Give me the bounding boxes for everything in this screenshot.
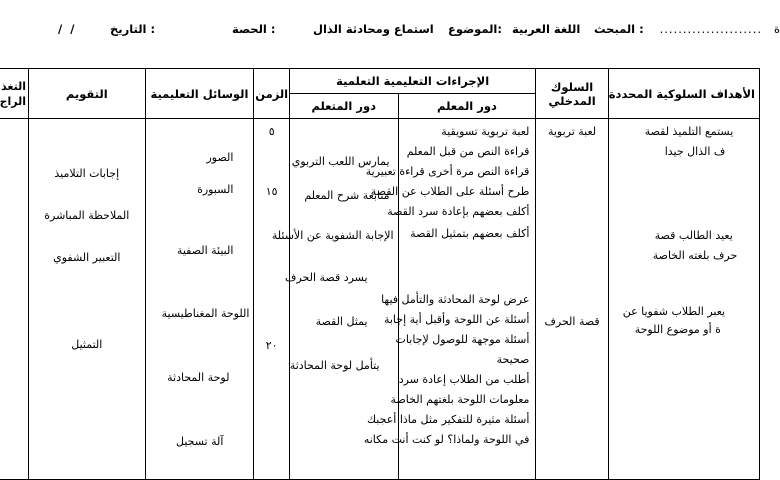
teacher-role-cell xyxy=(363,119,536,480)
period-label: الحصة : xyxy=(232,22,276,36)
feedback-cell xyxy=(0,119,29,480)
objectives-cell xyxy=(608,119,759,480)
col-aids: الوسائل التعليمية xyxy=(145,69,254,119)
evaluation-item: التمثيل xyxy=(71,338,103,351)
objective-item: يعيد الطالب قصة xyxy=(654,229,733,242)
objective-item: ة أو موضوع اللوحة xyxy=(634,323,721,336)
student-item: يمثل القصة xyxy=(315,315,368,328)
teacher-item: أطلب من الطلاب إعادة سرد xyxy=(398,373,530,386)
student-item: يتأمل لوحة المحادثة xyxy=(289,359,380,372)
entry-item: قصة الحرف xyxy=(544,315,600,328)
date-label: التاريخ : xyxy=(110,22,156,36)
teacher-item: معلومات اللوحة بلغتهم الخاصة xyxy=(390,393,530,406)
evaluation-cell xyxy=(29,119,145,480)
time-value: ٢٠ xyxy=(265,339,278,352)
header-dots: ...................... xyxy=(659,22,762,36)
teacher-item: أسئلة عن اللوحة وأقبل أية إجابة xyxy=(383,313,530,326)
objective-item: ف الذال جيدا xyxy=(664,145,726,158)
teacher-item: أسئلة موجهة للوصول لإجابات xyxy=(395,333,530,346)
aid-item: آلة تسجيل xyxy=(175,435,224,448)
evaluation-item: إجابات التلاميذ xyxy=(54,167,120,180)
student-item: متابعة شرح المعلم xyxy=(304,189,390,202)
col-teacher-role: دور المعلم xyxy=(398,94,536,119)
aid-item: الصور xyxy=(206,151,234,164)
col-entry-behavior: السلوك المدخلي xyxy=(536,69,608,119)
col-student-role: دور المتعلم xyxy=(289,94,398,119)
teacher-item: أكلف بعضهم بإعادة سرد القصة xyxy=(387,205,530,218)
subject-label: المبحث : xyxy=(594,22,644,36)
student-item: يسرد قصة الحرف xyxy=(285,271,368,284)
aids-cell xyxy=(145,119,254,480)
teacher-item: أسئلة مثيرة للتفكير مثل ماذا أعجبك xyxy=(367,413,530,426)
objective-item: يستمع التلميذ لقصة xyxy=(644,125,734,138)
aid-item: السبورة xyxy=(197,183,234,196)
student-item: الإجابة الشفوية عن الأسئلة xyxy=(271,229,394,242)
teacher-item: في اللوحة ولماذا؟ لو كنت أنت مكانه xyxy=(363,433,530,446)
topic-value: استماع ومحادثة الذال xyxy=(313,22,434,36)
col-procedures: الإجراءات التعليمية التعلمية xyxy=(289,69,536,94)
topic-label: الموضوع: xyxy=(448,22,502,36)
time-value: ١٥ xyxy=(265,185,278,198)
teacher-item: أكلف بعضهم بتمثيل القصة xyxy=(410,227,530,240)
teacher-item: قراءة النص من قبل المعلم xyxy=(406,145,530,158)
time-cell xyxy=(254,119,289,480)
teacher-item: صحيحة xyxy=(496,353,530,366)
header-edge: ة xyxy=(773,22,780,36)
teacher-item: عرض لوحة المحادثة والتأمل فيها xyxy=(381,293,530,306)
lesson-plan-table xyxy=(0,68,760,480)
col-feedback: التغذ الراج xyxy=(0,69,29,119)
subject-value: اللغة العربية xyxy=(512,22,581,36)
student-item: يمارس اللعب التربوي xyxy=(291,155,390,168)
teacher-item: لعبة تربوية تسويقية xyxy=(441,125,530,138)
time-value: ٥ xyxy=(268,125,275,138)
objective-item: حرف بلغته الخاصة xyxy=(652,249,738,262)
aid-item: البيئة الصفية xyxy=(176,244,234,257)
evaluation-item: الملاحظة المباشرة xyxy=(44,209,130,222)
col-evaluation: التقويم xyxy=(29,69,145,119)
teacher-item: قراءة النص مرة أخرى قراءة تعبيرية xyxy=(365,165,530,178)
date-value: / / xyxy=(58,22,77,36)
col-time: الزمن xyxy=(254,69,289,119)
objective-item: يعبر الطلاب شفويا عن xyxy=(622,305,726,318)
entry-behavior-cell xyxy=(536,119,608,480)
teacher-item: طرح أسئلة على الطلاب عن القصة xyxy=(370,185,530,198)
col-objectives: الأهداف السلوكية المحددة xyxy=(608,69,759,119)
evaluation-item: التعبير الشفوي xyxy=(53,251,121,264)
aid-item: لوحة المحادثة xyxy=(167,371,230,384)
aid-item: اللوحة المغناطيسية xyxy=(161,307,250,320)
entry-item: لعبة تربوية xyxy=(547,125,597,138)
